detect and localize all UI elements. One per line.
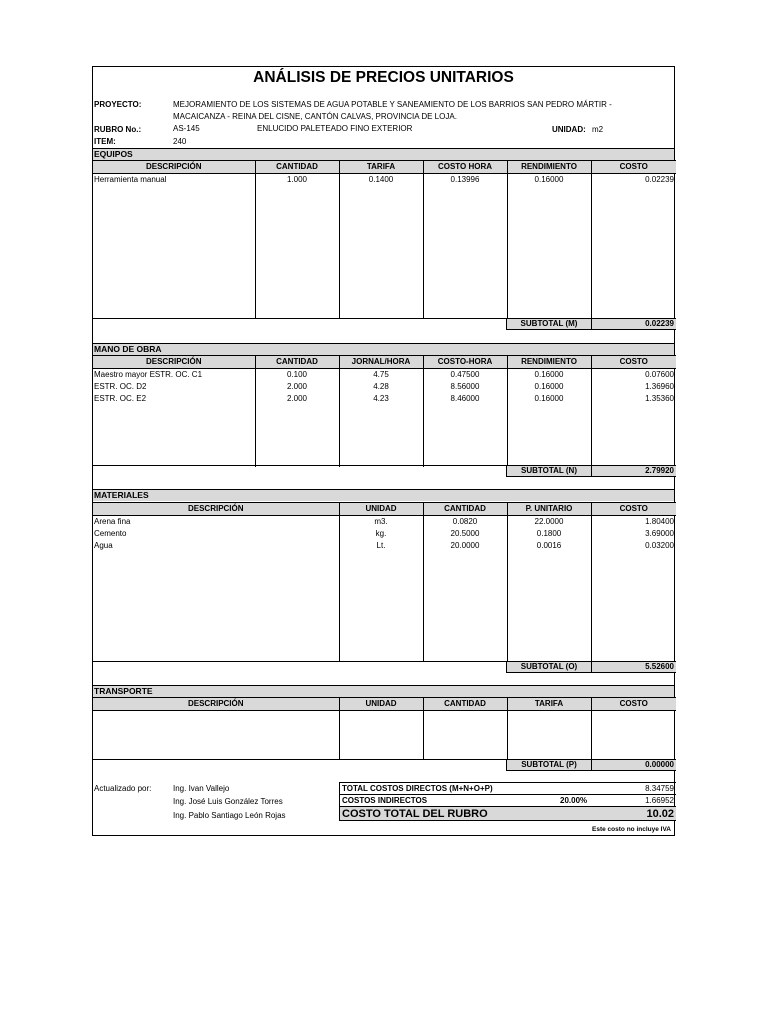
table-row bbox=[93, 393, 676, 467]
subtotal-label: SUBTOTAL (M) bbox=[520, 319, 578, 328]
cell-costo-hora: 0.13996 bbox=[423, 174, 507, 319]
cell-rendimiento: 0.16000 bbox=[507, 369, 591, 382]
totals-block bbox=[339, 782, 676, 821]
equipos-section-title: EQUIPOS bbox=[93, 148, 674, 160]
total-directos-value: 8.34759 bbox=[645, 784, 674, 793]
subtotal-value: 2.79920 bbox=[645, 466, 674, 475]
cell-costo: 1.80400 bbox=[591, 516, 676, 529]
column-header: DESCRIPCIÓN bbox=[93, 161, 255, 174]
cell-desc: Arena fina bbox=[94, 517, 131, 526]
cell-tarifa bbox=[507, 711, 591, 759]
actualizado-label: Actualizado por: bbox=[94, 784, 152, 793]
proyecto-line-1: MEJORAMIENTO DE LOS SISTEMAS DE AGUA POTABLE Y SANEAMIENTO DE LOS BARRIOS SAN PEDRO MÁRTIR - bbox=[173, 100, 612, 109]
rubro-description: ENLUCIDO PALETEADO FINO EXTERIOR bbox=[257, 124, 413, 133]
table-header bbox=[93, 698, 676, 711]
author-name: Ing. Pablo Santiago León Rojas bbox=[173, 811, 286, 820]
table-row bbox=[93, 381, 676, 393]
subtotal-value: 5.52600 bbox=[645, 662, 674, 671]
cell-rendimiento: 0.16000 bbox=[507, 393, 591, 467]
cell-costo: 0.03200 bbox=[591, 540, 676, 662]
cell-rendimiento: 0.16000 bbox=[507, 381, 591, 393]
divider bbox=[591, 319, 592, 329]
transporte-section-title: TRANSPORTE bbox=[93, 685, 674, 697]
cell-unidad: kg. bbox=[339, 528, 423, 540]
cell-unitario: 0.1800 bbox=[507, 528, 591, 540]
equipos-table bbox=[93, 160, 676, 319]
cell-unidad: Lt. bbox=[339, 540, 423, 662]
rubro-label: RUBRO No.: bbox=[94, 125, 142, 134]
iva-note: Este costo no incluye IVA bbox=[592, 826, 671, 833]
column-header: CANTIDAD bbox=[255, 356, 339, 369]
cell-desc: Herramienta manual bbox=[94, 175, 167, 184]
cell-costo-hora: 8.46000 bbox=[423, 393, 507, 467]
column-header: UNIDAD bbox=[339, 503, 423, 516]
column-header: COSTO bbox=[591, 503, 676, 516]
item-value: 240 bbox=[173, 137, 187, 146]
column-header: COSTO-HORA bbox=[423, 356, 507, 369]
cell-rendimiento: 0.16000 bbox=[507, 174, 591, 319]
column-header: UNIDAD bbox=[339, 698, 423, 711]
table-row bbox=[93, 711, 676, 759]
transporte-subtotal bbox=[506, 759, 676, 771]
cell-unidad bbox=[339, 711, 423, 759]
column-header: CANTIDAD bbox=[255, 161, 339, 174]
column-header: TARIFA bbox=[507, 698, 591, 711]
cell-costo-hora: 8.56000 bbox=[423, 381, 507, 393]
unidad-label: UNIDAD: bbox=[552, 125, 586, 134]
rubro-code: AS-145 bbox=[173, 124, 200, 133]
cell-costo-hora: 0.47500 bbox=[423, 369, 507, 382]
total-row bbox=[340, 806, 676, 821]
divider bbox=[591, 662, 592, 672]
cell-desc: Cemento bbox=[94, 529, 127, 538]
document-title: ANÁLISIS DE PRECIOS UNITARIOS bbox=[253, 69, 514, 86]
proyecto-label: PROYECTO: bbox=[94, 100, 142, 109]
mano-obra-subtotal bbox=[506, 465, 676, 477]
column-header: JORNAL/HORA bbox=[339, 356, 423, 369]
subtotal-value: 0.00000 bbox=[645, 760, 674, 769]
divider bbox=[591, 466, 592, 476]
cell-cantidad: 0.100 bbox=[255, 369, 339, 382]
cell-costo bbox=[591, 711, 676, 759]
divider bbox=[591, 760, 592, 770]
cell-cantidad: 2.000 bbox=[255, 393, 339, 467]
unidad-value: m2 bbox=[592, 125, 604, 134]
subtotal-value: 0.02239 bbox=[645, 319, 674, 328]
total-directos-label: TOTAL COSTOS DIRECTOS (M+N+O+P) bbox=[342, 784, 493, 793]
unit-price-sheet bbox=[92, 66, 675, 836]
table-header bbox=[93, 503, 676, 516]
column-header: RENDIMIENTO bbox=[507, 356, 591, 369]
column-header: COSTO HORA bbox=[423, 161, 507, 174]
cell-cantidad: 1.000 bbox=[255, 174, 339, 319]
column-header: DESCRIPCIÓN bbox=[93, 698, 339, 711]
cell-jornal: 4.28 bbox=[339, 381, 423, 393]
total-label: COSTO TOTAL DEL RUBRO bbox=[342, 808, 488, 820]
cell-desc: Agua bbox=[94, 541, 113, 550]
cell-desc: ESTR. OC. E2 bbox=[94, 394, 147, 403]
column-header: COSTO bbox=[591, 698, 676, 711]
column-header: CANTIDAD bbox=[423, 503, 507, 516]
cell-desc: ESTR. OC. D2 bbox=[94, 382, 147, 391]
column-header: TARIFA bbox=[339, 161, 423, 174]
cell-desc bbox=[93, 711, 339, 759]
column-header: DESCRIPCIÓN bbox=[93, 356, 255, 369]
materiales-subtotal bbox=[506, 661, 676, 673]
cell-costo: 3.69000 bbox=[591, 528, 676, 540]
cell-unidad: m3. bbox=[339, 516, 423, 529]
table-row bbox=[93, 528, 676, 540]
indirectos-percent: 20.00% bbox=[560, 796, 588, 805]
cell-jornal: 4.75 bbox=[339, 369, 423, 382]
cell-cantidad: 20.0000 bbox=[423, 540, 507, 662]
equipos-subtotal bbox=[506, 318, 676, 330]
cell-cantidad: 0.0820 bbox=[423, 516, 507, 529]
transporte-table bbox=[93, 697, 676, 759]
cell-costo: 1.35360 bbox=[591, 393, 676, 467]
mano-obra-table bbox=[93, 355, 676, 467]
materiales-table bbox=[93, 502, 676, 662]
indirectos-label: COSTOS INDIRECTOS bbox=[342, 796, 428, 805]
item-label: ITEM: bbox=[94, 137, 116, 146]
subtotal-label: SUBTOTAL (N) bbox=[521, 466, 577, 475]
table-row bbox=[93, 516, 676, 529]
cell-costo: 1.36960 bbox=[591, 381, 676, 393]
column-header: P. UNITARIO bbox=[507, 503, 591, 516]
mano-obra-section-title: MANO DE OBRA bbox=[93, 343, 674, 355]
indirectos-value: 1.66952 bbox=[645, 796, 674, 805]
total-value: 10.02 bbox=[646, 808, 674, 820]
column-header: RENDIMIENTO bbox=[507, 161, 591, 174]
indirectos-row bbox=[340, 794, 676, 806]
cell-tarifa: 0.1400 bbox=[339, 174, 423, 319]
table-header bbox=[93, 356, 676, 369]
total-directos-row bbox=[340, 782, 676, 794]
table-header bbox=[93, 161, 676, 174]
cell-costo: 0.07600 bbox=[591, 369, 676, 382]
cell-cantidad: 2.000 bbox=[255, 381, 339, 393]
author-name: Ing. Ivan Vallejo bbox=[173, 784, 230, 793]
cell-desc: Maestro mayor ESTR. OC. C1 bbox=[94, 370, 203, 379]
author-name: Ing. José Luis González Torres bbox=[173, 797, 283, 806]
column-header: DESCRIPCIÓN bbox=[93, 503, 339, 516]
table-row bbox=[93, 540, 676, 662]
cell-unitario: 22.0000 bbox=[507, 516, 591, 529]
cell-unitario: 0.0016 bbox=[507, 540, 591, 662]
table-row bbox=[93, 174, 676, 319]
column-header: CANTIDAD bbox=[423, 698, 507, 711]
cell-costo: 0.02239 bbox=[591, 174, 676, 319]
materiales-section-title: MATERIALES bbox=[93, 489, 674, 501]
cell-cantidad: 20.5000 bbox=[423, 528, 507, 540]
cell-cantidad bbox=[423, 711, 507, 759]
proyecto-line-2: MACAICANZA - REINA DEL CISNE, CANTÓN CALVAS, PROVINCIA DE LOJA. bbox=[173, 112, 457, 121]
subtotal-label: SUBTOTAL (O) bbox=[520, 662, 578, 671]
column-header: COSTO bbox=[591, 161, 676, 174]
table-row bbox=[93, 369, 676, 382]
subtotal-label: SUBTOTAL (P) bbox=[521, 760, 577, 769]
column-header: COSTO bbox=[591, 356, 676, 369]
cell-jornal: 4.23 bbox=[339, 393, 423, 467]
